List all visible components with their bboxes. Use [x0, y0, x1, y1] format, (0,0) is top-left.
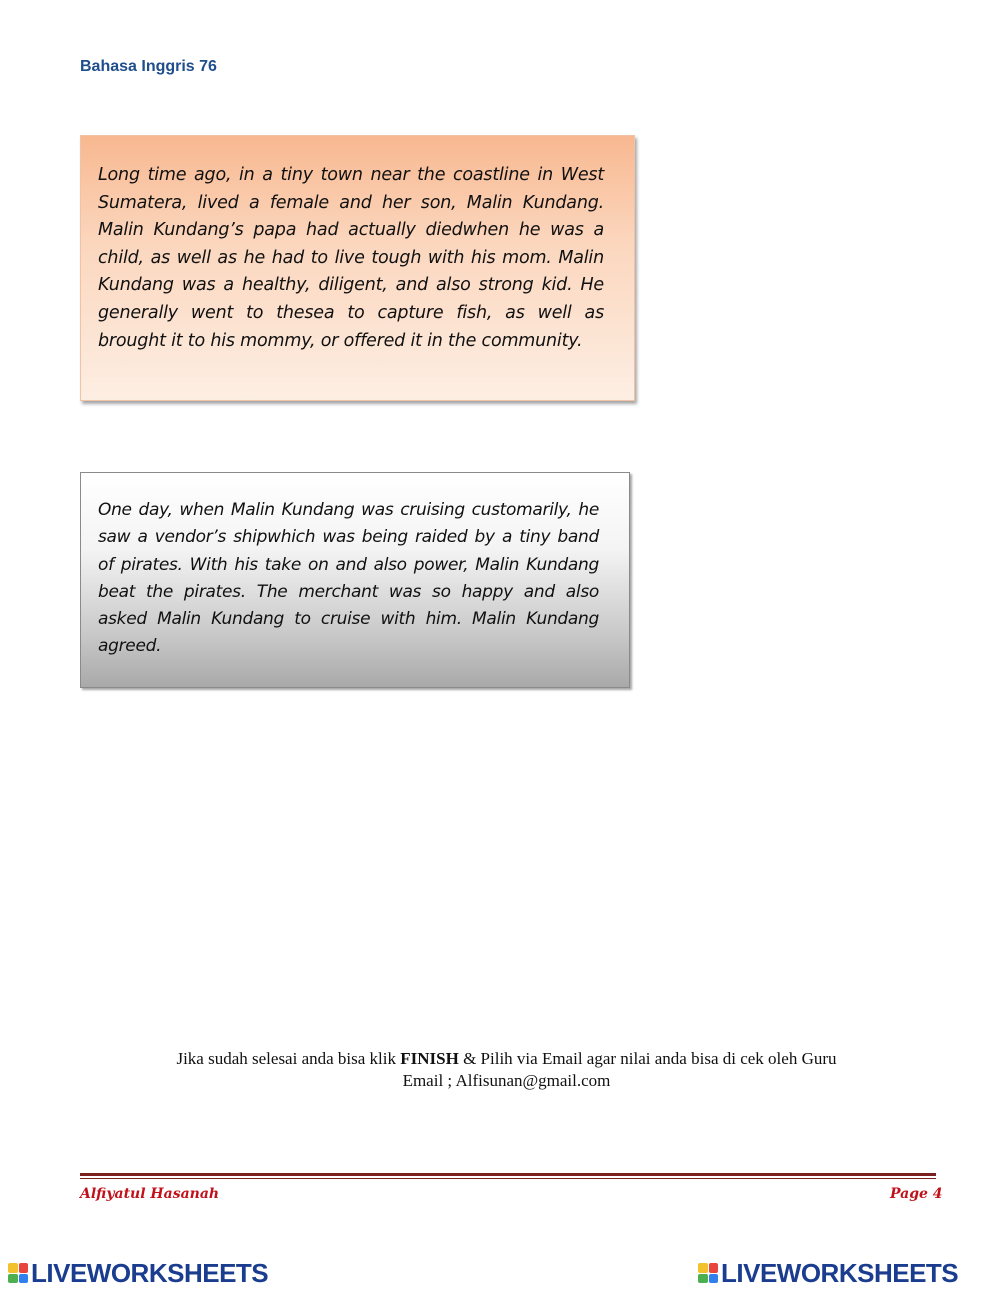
footer-rule-thin	[80, 1178, 936, 1179]
footer-page-number: Page 4	[890, 1186, 943, 1202]
page-header-title: Bahasa Inggris 76	[80, 58, 217, 75]
story-box-gray	[80, 472, 630, 688]
instructions-text-before: Jika sudah selesai anda bisa klik	[176, 1049, 401, 1068]
liveworksheets-wordmark: LIVEWORKSHEETS	[721, 1257, 959, 1288]
story-paragraph-2: One day, when Malin Kundang was cruising customarily, he saw a vendor’s shipwhich was being raided by a tiny band of pirates. With his take on and also power, Malin Kundang beat the pirates. The merchant was so happy and also asked Malin Kundang to cruise with him. Malin Kundang agreed.	[98, 500, 599, 657]
liveworksheets-wordmark: LIVEWORKSHEETS	[31, 1257, 269, 1288]
teacher-email: Email ; Alfisunan@gmail.com	[402, 1071, 611, 1090]
footer-author: Alfiyatul Hasanah	[80, 1186, 220, 1202]
instructions-text-after: & Pilih via Email agar nilai anda bisa di cek oleh Guru	[458, 1049, 837, 1068]
liveworksheets-icon	[698, 1263, 718, 1283]
story-paragraph-1: Long time ago, in a tiny town near the coastline in West Sumatera, lived a female and her son, Malin Kundang. Malin Kundang’s papa had actually diedwhen he was a child, as well as he had to live tough with his mom. Malin Kundang was a healthy, diligent, and also strong kid. He generally went to thesea to capture fish, as well as brought it to his mommy, or offered it in the community.	[98, 165, 604, 351]
finish-instructions	[80, 1048, 933, 1092]
finish-keyword: FINISH	[400, 1049, 459, 1068]
liveworksheets-icon	[8, 1263, 28, 1283]
story-box-orange	[80, 135, 635, 401]
footer-rule-thick	[80, 1173, 936, 1176]
liveworksheets-logo-left	[8, 1258, 268, 1288]
liveworksheets-logo-right	[698, 1258, 958, 1288]
instructions-line-1	[80, 1048, 933, 1070]
